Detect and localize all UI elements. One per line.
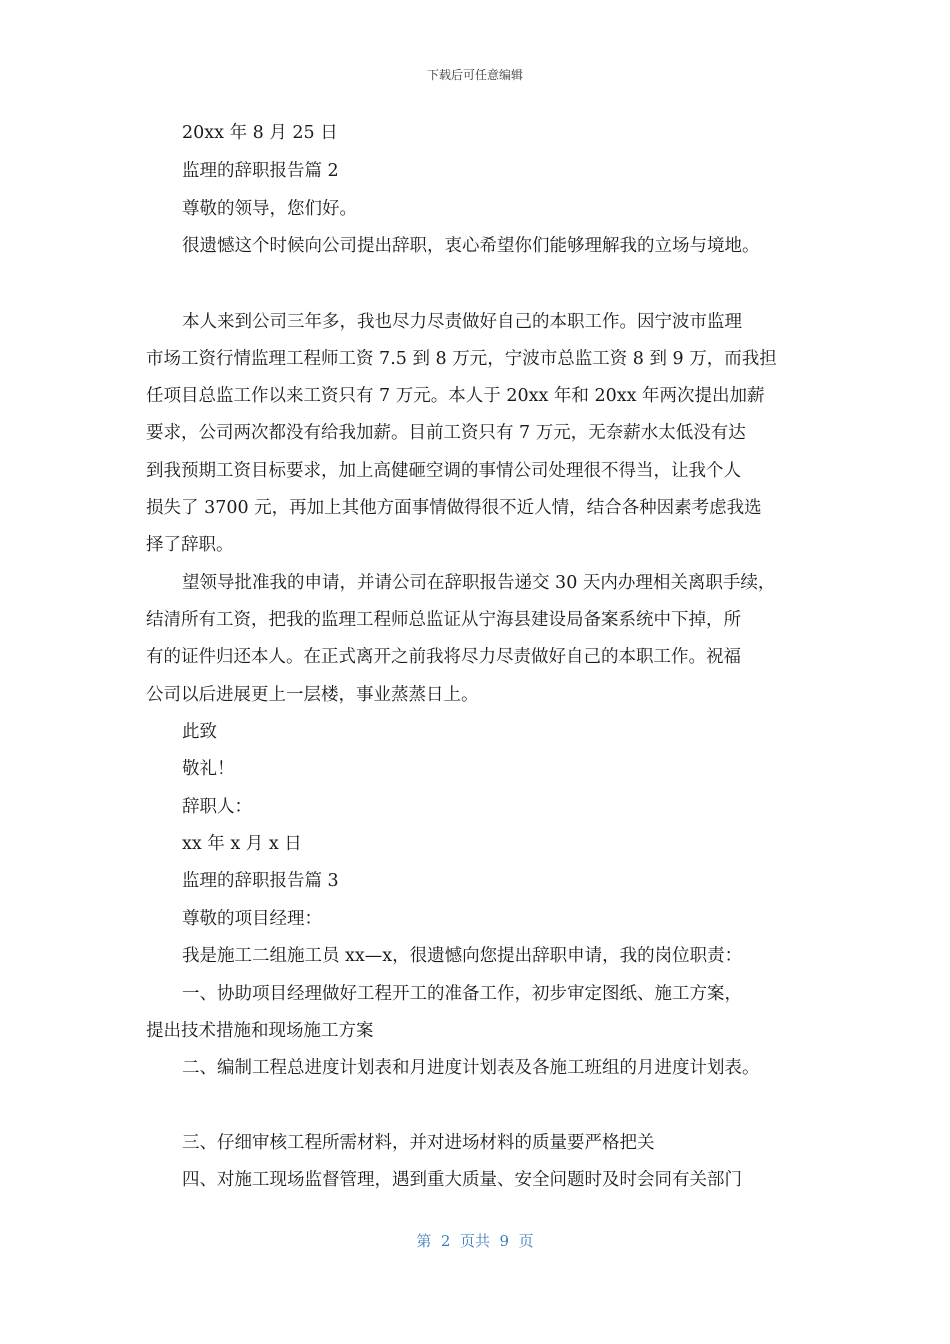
text-line: 辞职人： <box>182 797 252 817</box>
text-line: 二、编制工程总进度计划表和月进度计划表及各施工班组的月进度计划表。 <box>182 1058 760 1078</box>
page-footer: 第 2 页共 9 页 <box>416 1232 534 1250</box>
text-line: 有的证件归还本人。在正式离开之前我将尽力尽责做好自己的本职工作。祝福 <box>146 647 741 667</box>
text-line: 任项目总监工作以来工资只有 7 万元。本人于 20xx 年和 20xx 年两次提出加薪 <box>146 386 765 406</box>
text-line: 公司以后进展更上一层楼，事业蒸蒸日上。 <box>146 685 479 705</box>
text-line: 很遗憾这个时候向公司提出辞职，衷心希望你们能够理解我的立场与境地。 <box>182 236 760 256</box>
text-line: 20xx 年 8 月 25 日 <box>182 123 338 143</box>
text-line: 望领导批准我的申请，并请公司在辞职报告递交 30 天内办理相关离职手续， <box>182 573 776 593</box>
text-line: 此致 <box>182 722 217 742</box>
text-line: 本人来到公司三年多，我也尽力尽责做好自己的本职工作。因宁波市监理 <box>182 312 742 332</box>
text-line: 一、协助项目经理做好工程开工的准备工作，初步审定图纸、施工方案， <box>182 984 742 1004</box>
page-header: 下载后可任意编辑 <box>426 68 523 82</box>
text-line: 四、对施工现场监督管理，遇到重大质量、安全问题时及时会同有关部门 <box>182 1170 742 1190</box>
text-line: 尊敬的领导，您们好。 <box>182 199 357 219</box>
text-line: xx 年 x 月 x 日 <box>182 834 302 854</box>
text-line: 结清所有工资，把我的监理工程师总监证从宁海县建设局备案系统中下掉，所 <box>146 610 741 630</box>
text-line: 三、仔细审核工程所需材料，并对进场材料的质量要严格把关 <box>182 1133 655 1153</box>
text-line: 敬礼！ <box>182 759 235 779</box>
text-line: 尊敬的项目经理： <box>182 909 322 929</box>
text-line: 市场工资行情监理工程师工资 7.5 到 8 万元，宁波市总监工资 8 到 9 万，而我担 <box>146 349 777 369</box>
text-line: 择了辞职。 <box>146 535 234 555</box>
text-line: 我是施工二组施工员 xx—x，很遗憾向您提出辞职申请，我的岗位职责： <box>182 946 743 966</box>
text-line: 损失了 3700 元，再加上其他方面事情做得很不近人情，结合各种因素考虑我选 <box>146 498 762 518</box>
text-line: 监理的辞职报告篇 3 <box>182 871 339 891</box>
text-line: 监理的辞职报告篇 2 <box>182 161 339 181</box>
text-line: 要求，公司两次都没有给我加薪。目前工资只有 7 万元，无奈薪水太低没有达 <box>146 423 746 443</box>
text-line: 提出技术措施和现场施工方案 <box>146 1021 374 1041</box>
text-line: 到我预期工资目标要求，加上高健砸空调的事情公司处理很不得当，让我个人 <box>146 461 741 481</box>
